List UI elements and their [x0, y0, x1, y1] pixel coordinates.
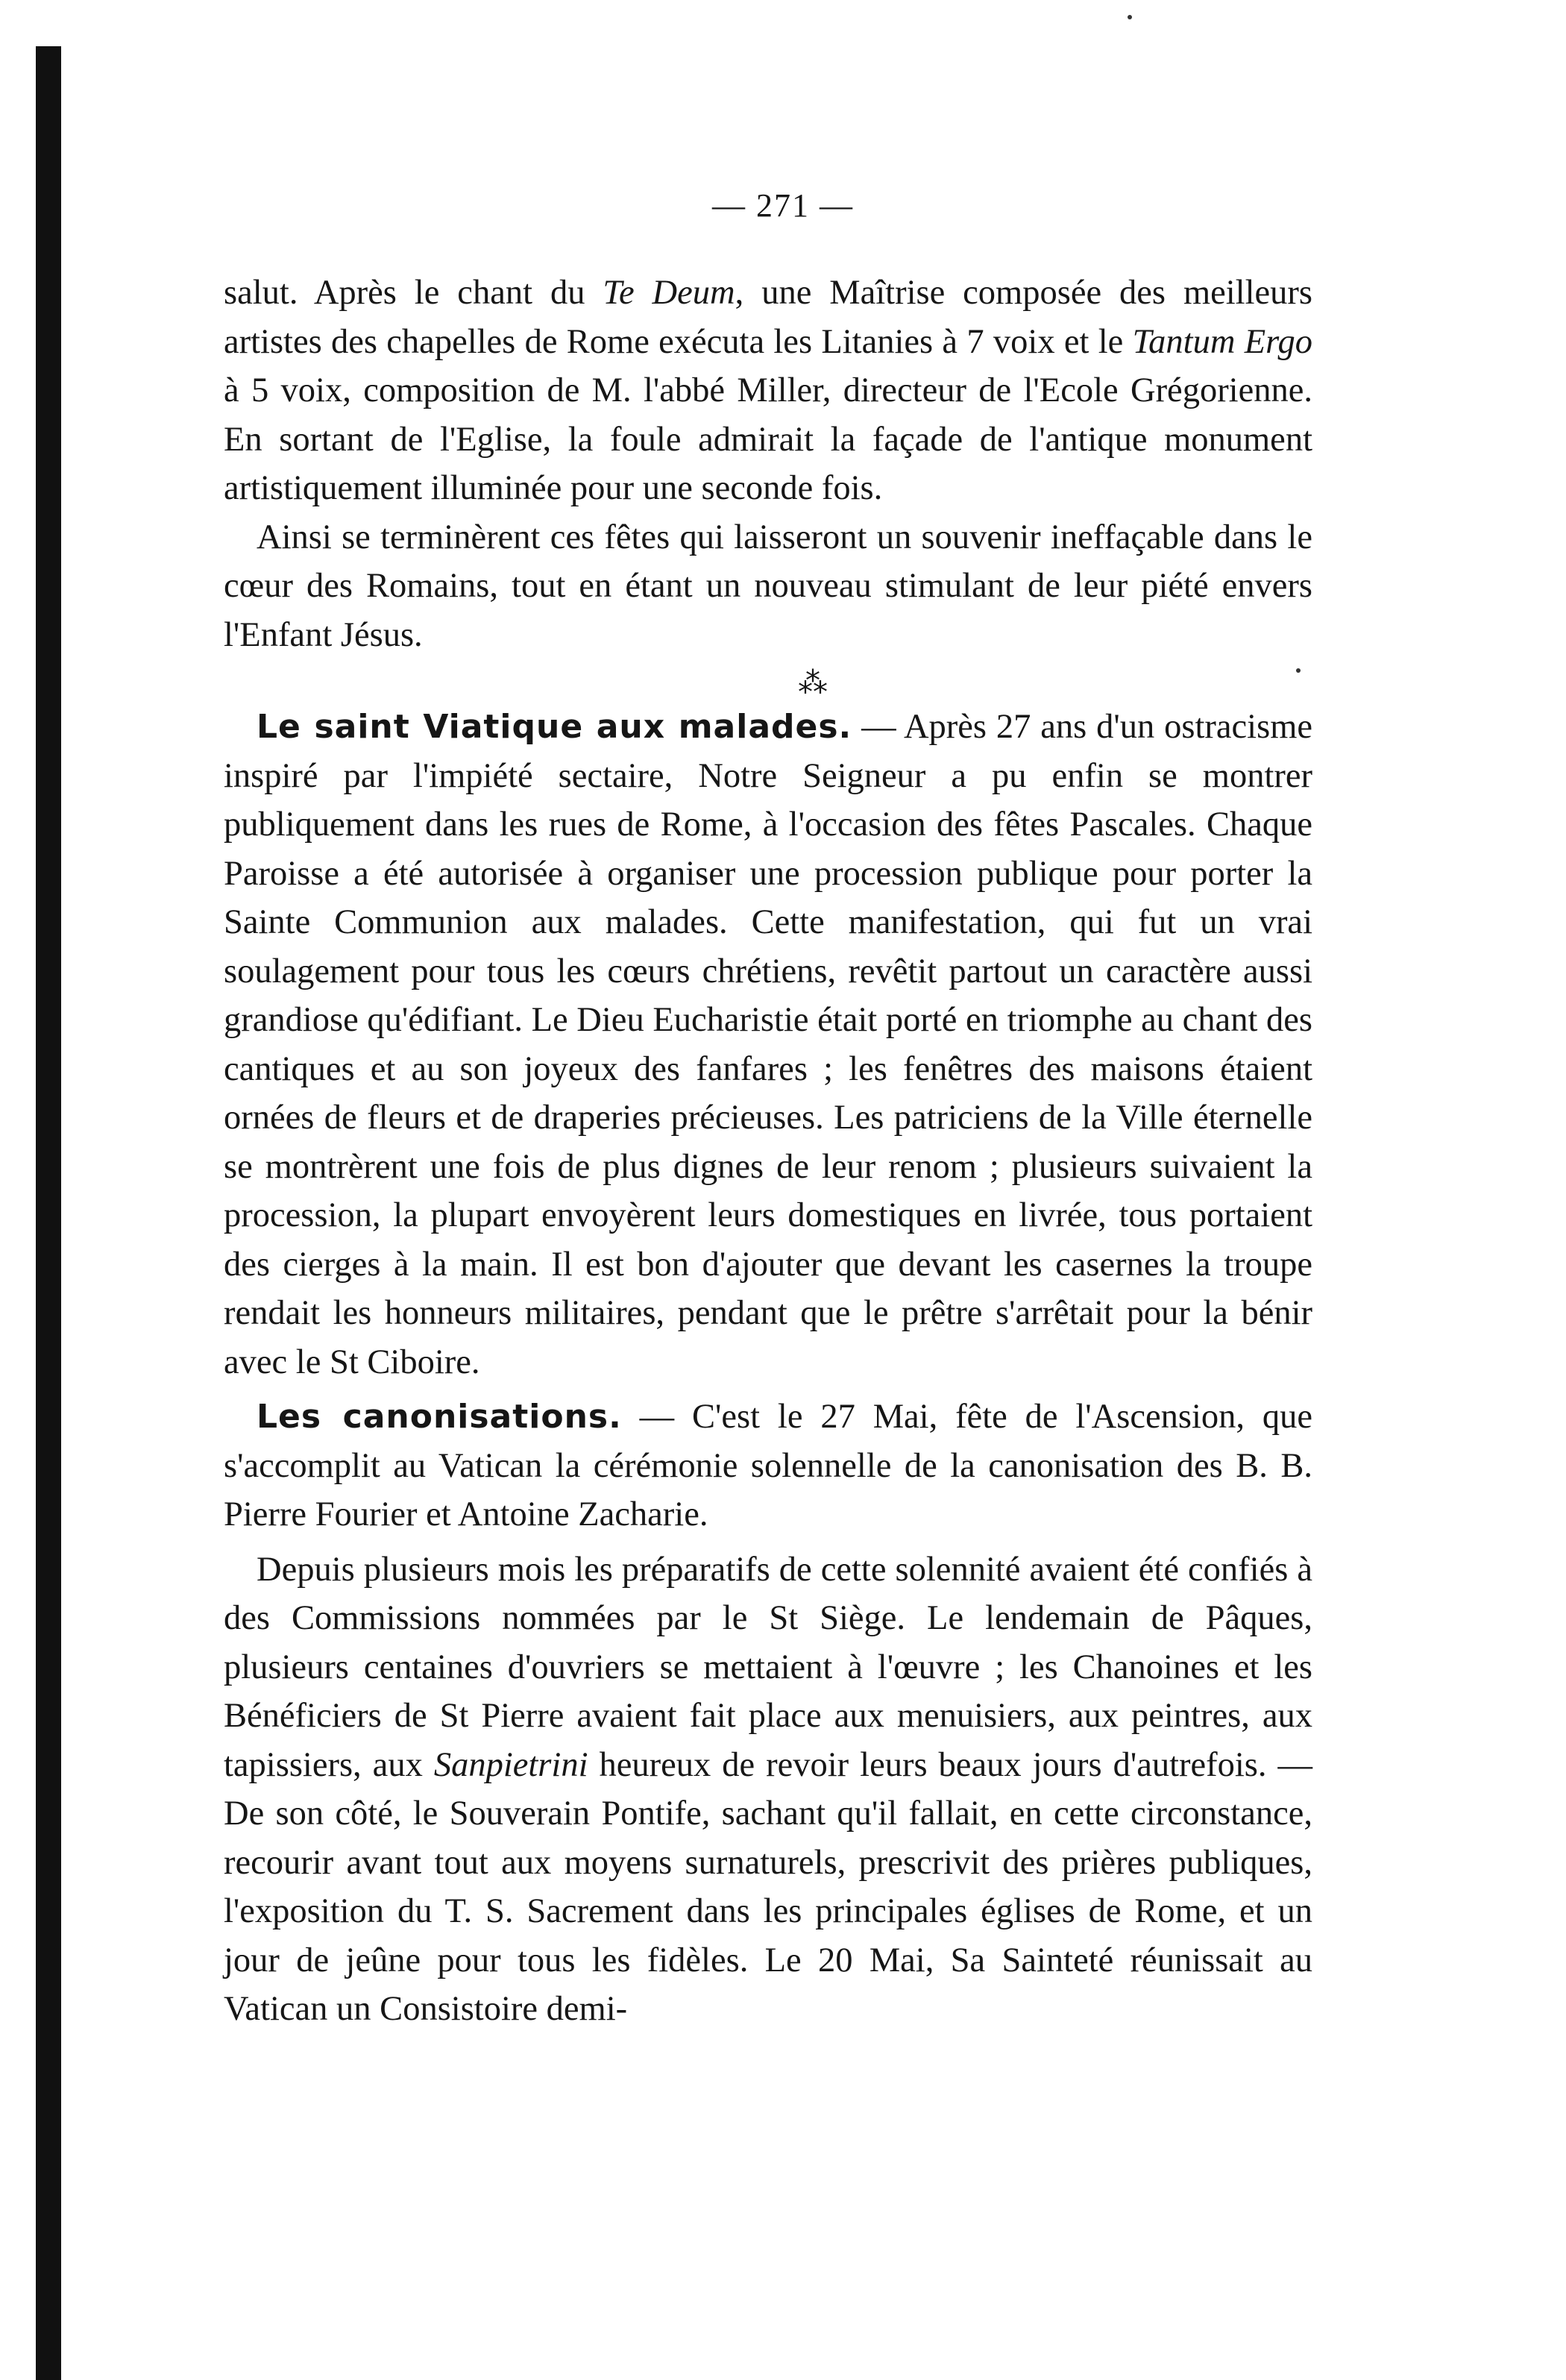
page-body	[224, 269, 1312, 2034]
paragraph-canonisations: Les canonisations. — C'est le 27 Mai, fête de l'Ascension, que s'accomplit au Vatican la cérémonie solennelle de la canonisation des B. B. Pierre Fourier et Antoine Zacharie.	[224, 1398, 1312, 1533]
heading-viatique: Le saint Viatique aux malades.	[257, 708, 852, 746]
paragraph-viatique: Le saint Viatique aux malades. — Après 27 ans d'un ostracisme inspiré par l'impiété sectaire, Notre Seigneur a pu enfin se montrer publiquement dans les rues de Rome, à l'occasion des fêtes Pascales. Chaque Paroisse a été autorisée à organiser une procession publique pour porter la Sainte Communion aux malades. Cette manifestation, qui fut un vrai soulagement pour tous les cœurs chrétiens, revêtit partout un caractère aussi grandiose qu'édifiant. Le Dieu Eucharistie était porté en triomphe au chant des cantiques et au son joyeux des fanfares ; les fenêtres des maisons étaient ornées de fleurs et de draperies précieuses. Les patriciens de la Ville éternelle se montrèrent une fois de plus dignes de leur renom ; plusieurs suivaient la procession, la plupart envoyèrent leurs domestiques en livrée, tous portaient des cierges à la main. Il est bon d'ajouter que devant les casernes la troupe rendait les honneurs militaires, pendant que le prêtre s'arrêtait pour la bénir avec le St Ciboire.	[224, 708, 1312, 1381]
heading-canonisations: Les canonisations.	[257, 1398, 622, 1436]
title-te-deum: Te Deum	[603, 274, 735, 312]
paragraph-ainsi: Ainsi se terminèrent ces fêtes qui laisseront un souvenir ineffaçable dans le cœur des Romains, tout en étant un nouveau stimulant de leur piété envers l'Enfant Jésus.	[224, 518, 1312, 654]
scan-margin-bar	[36, 46, 61, 2380]
title-tantum-ergo: Tantum Ergo	[1132, 322, 1312, 361]
paragraph-salut: salut. Après le chant du Te Deum, une Maîtrise composée des meilleurs artistes des chapelles de Rome exécuta les Litanies à 7 voix et le Tantum Ergo à 5 voix, composition de M. l'abbé Miller, directeur de l'Ecole Grégorienne. En sortant de l'Eglise, la foule admirait la façade de l'antique monument artistiquement illuminée pour une seconde fois.	[224, 274, 1312, 507]
term-sanpietrini: Sanpietrini	[433, 1745, 588, 1784]
page-number: — 271 —	[712, 187, 854, 224]
asterism-divider: ⁂	[798, 666, 828, 700]
paragraph-preparatifs: Depuis plusieurs mois les préparatifs de cette solennité avaient été confiés à des Commissions nommées par le St Siège. Le lendemain de Pâques, plusieurs centaines d'ouvriers se mettaient à l'œuvre ; les Chanoines et les Bénéficiers de St Pierre avaient fait place aux menuisiers, aux peintres, aux tapissiers, aux Sanpietrini heureux de revoir leurs beaux jours d'autrefois. — De son côté, le Souverain Pontife, sachant qu'il fallait, en cette circonstance, recourir avant tout aux moyens surnaturels, prescrivit des prières publiques, l'exposition du T. S. Sacrement dans les principales églises de Rome, et un jour de jeûne pour tous les fidèles. Le 20 Mai, Sa Sainteté réunissait au Vatican un Consistoire demi-	[224, 1550, 1313, 2028]
scan-speck	[1128, 15, 1132, 19]
